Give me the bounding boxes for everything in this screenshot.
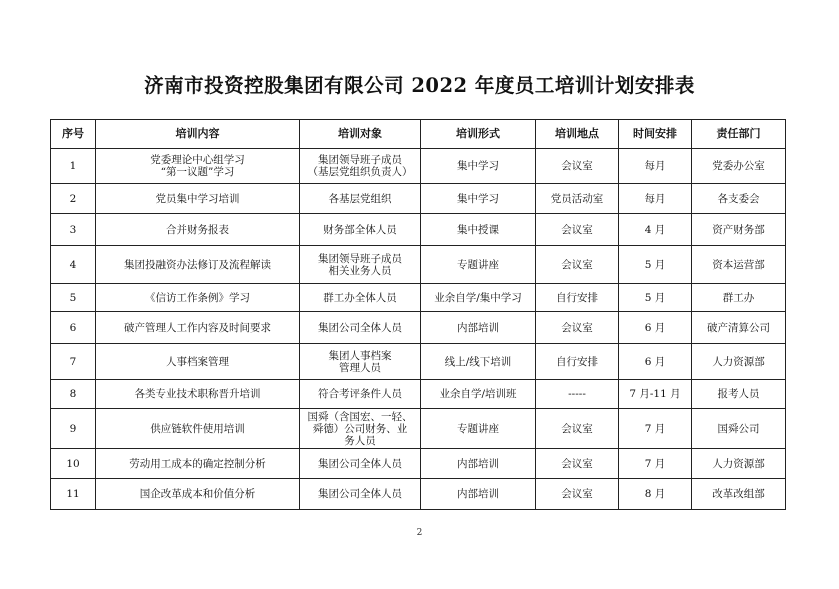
cell-schedule: 6 月	[619, 312, 692, 344]
cell-department: 资产财务部	[692, 214, 786, 246]
cell-index: 2	[51, 184, 96, 214]
cell-content: 国企改革成本和价值分析	[96, 479, 300, 510]
cell-department: 改革改组部	[692, 479, 786, 510]
table-row	[51, 214, 786, 246]
table-row	[51, 409, 786, 449]
cell-location: 会议室	[536, 149, 619, 184]
table-row	[51, 449, 786, 479]
header-schedule: 时间安排	[619, 120, 692, 149]
cell-format: 内部培训	[421, 479, 536, 510]
cell-audience: 集团公司全体人员	[300, 449, 421, 479]
cell-content: 破产管理人工作内容及时间要求	[96, 312, 300, 344]
cell-location: 党员活动室	[536, 184, 619, 214]
table-row	[51, 312, 786, 344]
cell-location: 自行安排	[536, 344, 619, 380]
cell-format: 内部培训	[421, 312, 536, 344]
cell-department: 报考人员	[692, 380, 786, 409]
cell-index: 9	[51, 409, 96, 449]
cell-format: 内部培训	[421, 449, 536, 479]
cell-audience: 集团领导班子成员 （基层党组织负责人）	[300, 149, 421, 184]
cell-location: 会议室	[536, 479, 619, 510]
cell-audience: 集团公司全体人员	[300, 479, 421, 510]
cell-department: 各支委会	[692, 184, 786, 214]
cell-schedule: 每月	[619, 149, 692, 184]
cell-schedule: 7 月	[619, 449, 692, 479]
cell-schedule: 每月	[619, 184, 692, 214]
cell-format: 专题讲座	[421, 409, 536, 449]
header-department: 责任部门	[692, 120, 786, 149]
page-number: 2	[416, 528, 423, 538]
cell-schedule: 7 月	[619, 409, 692, 449]
cell-department: 国舜公司	[692, 409, 786, 449]
page-title: 济南市投资控股集团有限公司 2022 年度员工培训计划安排表	[144, 74, 695, 97]
cell-format: 线上/线下培训	[421, 344, 536, 380]
cell-format: 集中授课	[421, 214, 536, 246]
cell-index: 5	[51, 284, 96, 312]
cell-schedule: 6 月	[619, 344, 692, 380]
cell-content: 集团投融资办法修订及流程解读	[96, 246, 300, 284]
cell-index: 8	[51, 380, 96, 409]
cell-location: 自行安排	[536, 284, 619, 312]
cell-location: 会议室	[536, 409, 619, 449]
cell-audience: 各基层党组织	[300, 184, 421, 214]
table-row	[51, 284, 786, 312]
cell-index: 10	[51, 449, 96, 479]
header-format: 培训形式	[421, 120, 536, 149]
cell-location: 会议室	[536, 449, 619, 479]
cell-schedule: 7 月-11 月	[619, 380, 692, 409]
header-audience: 培训对象	[300, 120, 421, 149]
cell-schedule: 5 月	[619, 246, 692, 284]
cell-department: 资本运营部	[692, 246, 786, 284]
cell-schedule: 5 月	[619, 284, 692, 312]
cell-content: 劳动用工成本的确定控制分析	[96, 449, 300, 479]
cell-index: 1	[51, 149, 96, 184]
cell-content: 人事档案管理	[96, 344, 300, 380]
cell-index: 3	[51, 214, 96, 246]
table-row	[51, 184, 786, 214]
cell-location: -----	[536, 380, 619, 409]
cell-content: 各类专业技术职称晋升培训	[96, 380, 300, 409]
cell-audience: 集团公司全体人员	[300, 312, 421, 344]
table-row	[51, 380, 786, 409]
header-content: 培训内容	[96, 120, 300, 149]
cell-audience: 符合考评条件人员	[300, 380, 421, 409]
cell-format: 集中学习	[421, 149, 536, 184]
table-row	[51, 479, 786, 510]
training-plan-table	[50, 119, 786, 510]
cell-index: 7	[51, 344, 96, 380]
cell-format: 业余自学/培训班	[421, 380, 536, 409]
cell-audience: 集团人事档案 管理人员	[300, 344, 421, 380]
cell-index: 11	[51, 479, 96, 510]
cell-schedule: 8 月	[619, 479, 692, 510]
cell-department: 破产清算公司	[692, 312, 786, 344]
cell-content: 合并财务报表	[96, 214, 300, 246]
cell-department: 党委办公室	[692, 149, 786, 184]
table-row	[51, 246, 786, 284]
table-row	[51, 344, 786, 380]
table-row	[51, 149, 786, 184]
cell-index: 4	[51, 246, 96, 284]
cell-location: 会议室	[536, 246, 619, 284]
cell-department: 人力资源部	[692, 344, 786, 380]
header-index: 序号	[51, 120, 96, 149]
cell-audience: 国舜（含国宏、一轻、 舜德）公司财务、业 务人员	[300, 409, 421, 449]
cell-format: 集中学习	[421, 184, 536, 214]
cell-department: 人力资源部	[692, 449, 786, 479]
cell-content: 党员集中学习培训	[96, 184, 300, 214]
cell-index: 6	[51, 312, 96, 344]
cell-format: 业余自学/集中学习	[421, 284, 536, 312]
cell-content: 《信访工作条例》学习	[96, 284, 300, 312]
cell-schedule: 4 月	[619, 214, 692, 246]
cell-content: 供应链软件使用培训	[96, 409, 300, 449]
cell-location: 会议室	[536, 214, 619, 246]
header-location: 培训地点	[536, 120, 619, 149]
cell-audience: 群工办全体人员	[300, 284, 421, 312]
cell-department: 群工办	[692, 284, 786, 312]
table-header-row	[51, 120, 786, 149]
cell-audience: 财务部全体人员	[300, 214, 421, 246]
cell-audience: 集团领导班子成员 相关业务人员	[300, 246, 421, 284]
cell-content: 党委理论中心组学习 “第一议题”学习	[96, 149, 300, 184]
cell-location: 会议室	[536, 312, 619, 344]
table-body	[51, 149, 786, 510]
cell-format: 专题讲座	[421, 246, 536, 284]
